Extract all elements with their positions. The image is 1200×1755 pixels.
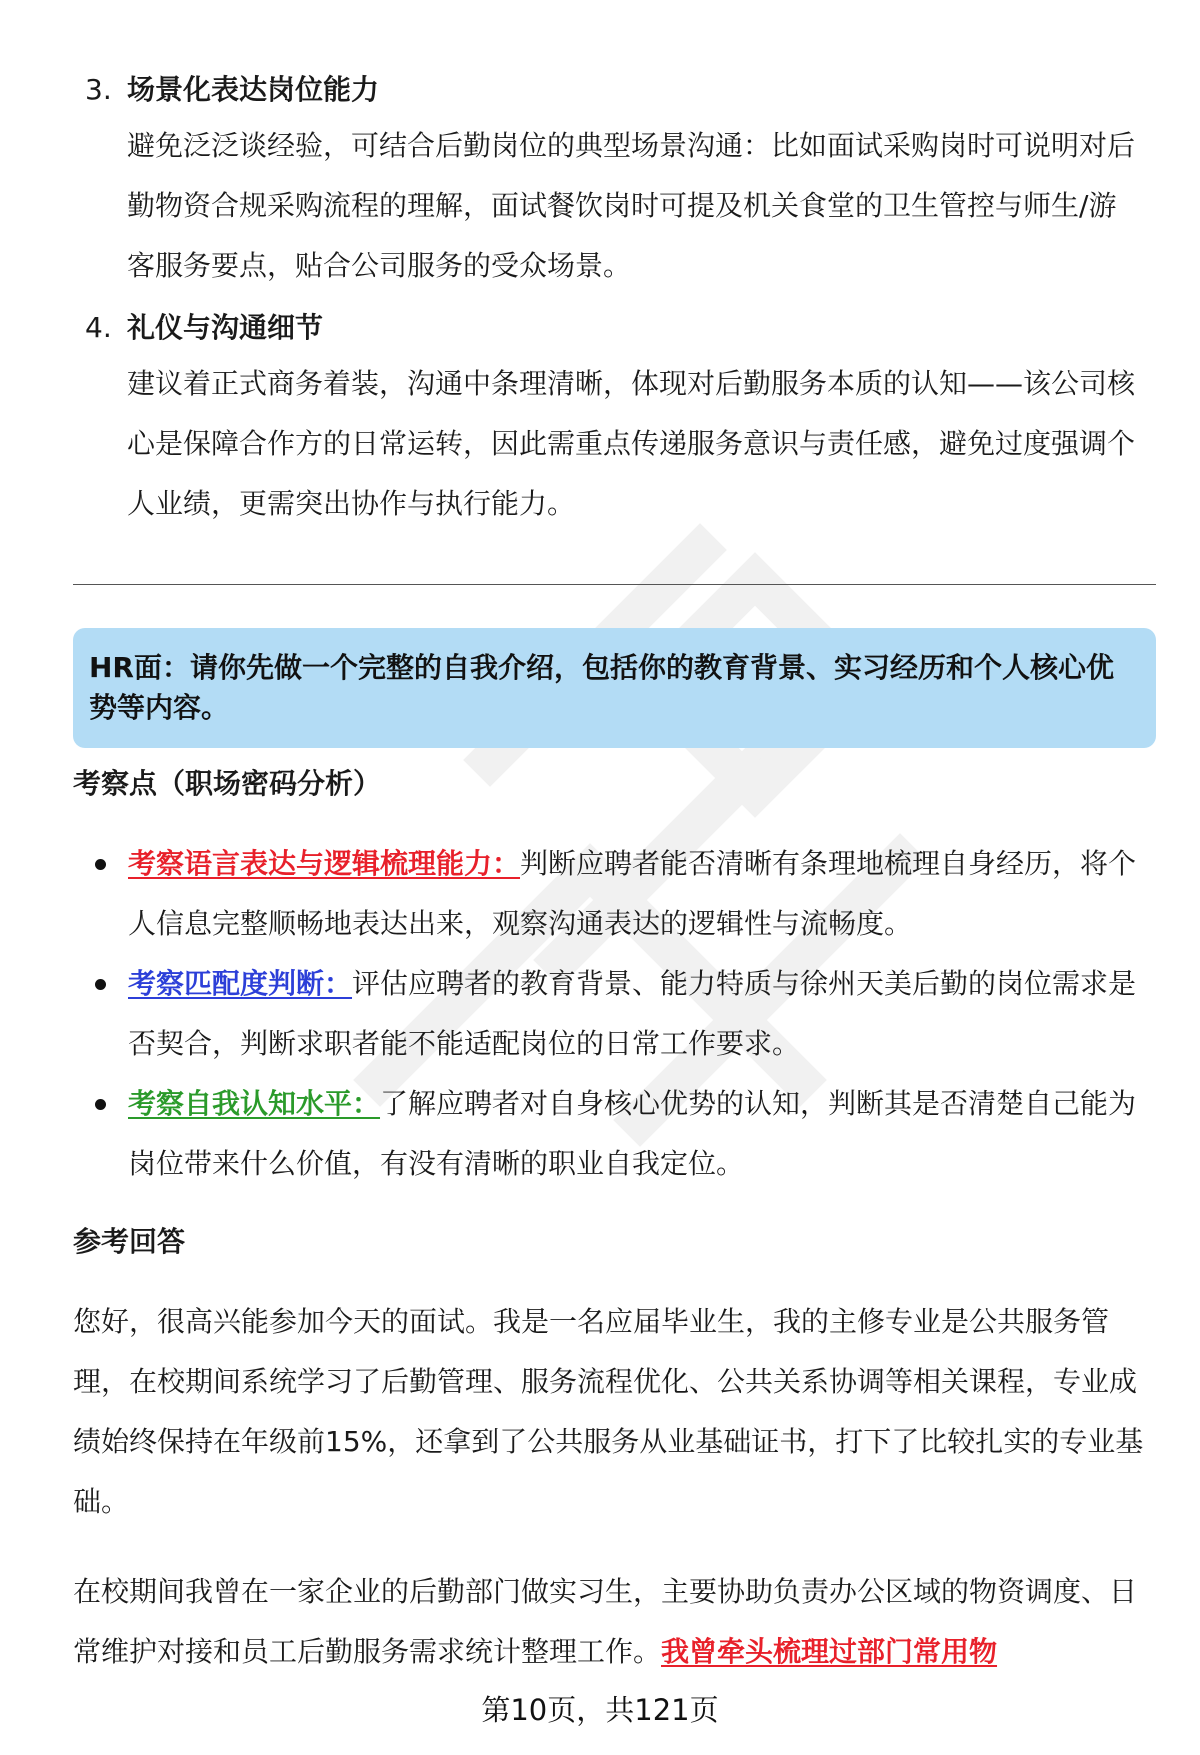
exam-point-label: 考察自我认知水平： bbox=[128, 1087, 381, 1120]
question-box bbox=[73, 628, 1156, 748]
list-item-title: 场景化表达岗位能力 bbox=[127, 73, 380, 106]
exam-point-label: 考察语言表达与逻辑梳理能力： bbox=[128, 847, 521, 880]
section-divider bbox=[73, 584, 1156, 585]
exam-point-text bbox=[128, 954, 1148, 1074]
bullet-icon bbox=[95, 979, 106, 990]
exam-point-description: 评估应聘者的教育背景、能力特质与徐州天美后勤的岗位需求是否契合，判断求职者能不能适配岗位的日常工作要求。 bbox=[128, 967, 1137, 1060]
question-text: HR面：请你先做一个完整的自我介绍，包括你的教育背景、实习经历和个人核心优势等内容。 bbox=[89, 651, 1114, 724]
list-number: 3. bbox=[85, 73, 112, 106]
list-item-body: 建议着正式商务着装，沟通中条理清晰，体现对后勤服务本质的认知——该公司核心是保障合作方的日常运转，因此需重点传递服务意识与责任感，避免过度强调个人业绩，更需突出协作与执行能力。 bbox=[127, 367, 1136, 520]
bullet-icon bbox=[95, 859, 106, 870]
exam-point-text bbox=[128, 834, 1148, 954]
list-item-body: 避免泛泛谈经验，可结合后勤岗位的典型场景沟通：比如面试采购岗时可说明对后勤物资合规采购流程的理解，面试餐饮岗时可提及机关食堂的卫生管控与师生/游客服务要点，贴合公司服务的受众场景。 bbox=[127, 129, 1136, 282]
exam-point-description: 了解应聘者对自身核心优势的认知，判断其是否清楚自己能为岗位带来什么价值，有没有清晰的职业自我定位。 bbox=[128, 1087, 1137, 1180]
answer-paragraph-1: 您好，很高兴能参加今天的面试。我是一名应届毕业生，我的主修专业是公共服务管理，在校期间系统学习了后勤管理、服务流程优化、公共关系协调等相关课程，专业成绩始终保持在年级前15%，还拿到了公共服务从业基础证书，打下了比较扎实的专业基础。 bbox=[73, 1305, 1144, 1518]
answer-paragraph-2-text: 在校期间我曾在一家企业的后勤部门做实习生，主要协助负责办公区域的物资调度、日常维护对接和员工后勤服务需求统计整理工作。 bbox=[73, 1575, 1138, 1668]
exam-point-text bbox=[128, 1074, 1148, 1194]
bullet-icon bbox=[95, 1099, 106, 1110]
answer-paragraph-2 bbox=[73, 1562, 1158, 1682]
page-footer: 第10页，共121页 bbox=[481, 1693, 719, 1727]
exam-points-heading: 考察点（职场密码分析） bbox=[73, 767, 382, 800]
reference-answer-heading: 参考回答 bbox=[73, 1225, 186, 1258]
answer-highlight-text: 我曾牵头梳理过部门常用物 bbox=[661, 1635, 998, 1668]
list-number: 4. bbox=[85, 311, 112, 344]
list-item-title: 礼仪与沟通细节 bbox=[127, 311, 324, 344]
exam-point-label: 考察匹配度判断： bbox=[128, 967, 353, 1000]
exam-point-description: 判断应聘者能否清晰有条理地梳理自身经历，将个人信息完整顺畅地表达出来，观察沟通表达的逻辑性与流畅度。 bbox=[128, 847, 1137, 940]
